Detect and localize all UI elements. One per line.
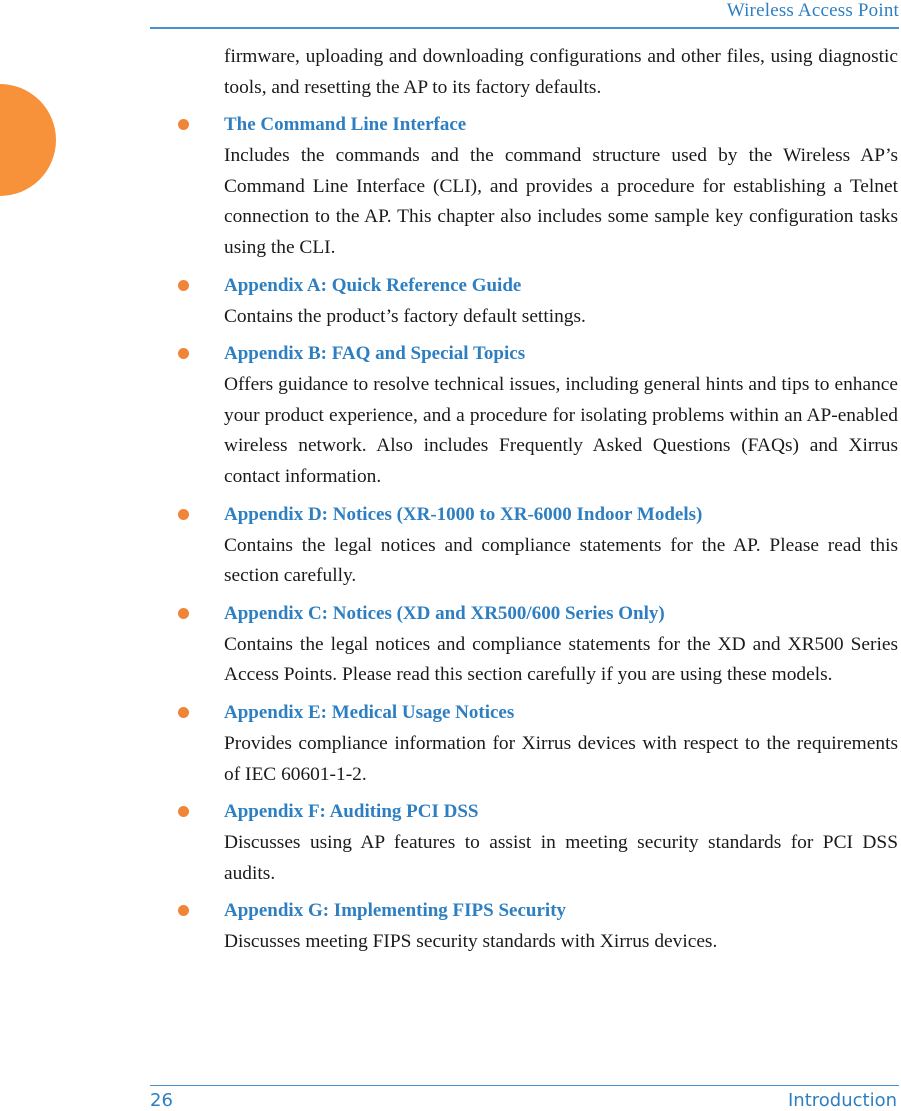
bullet-icon — [178, 348, 189, 359]
header-divider — [150, 27, 899, 29]
page-number: 26 — [150, 1090, 173, 1111]
section-title — [224, 896, 898, 926]
chapter-tab-marker — [0, 84, 56, 196]
footer-section-name: Introduction — [787, 1090, 897, 1111]
bullet-icon — [178, 806, 189, 817]
bullet-icon — [178, 608, 189, 619]
page-body — [224, 42, 898, 965]
section-description: Contains the legal notices and compliance statements for the XD and XR500 Series Access Points. Please read this section carefully if you are using these models. — [224, 633, 898, 686]
section-description: Discusses using AP features to assist in meeting security standards for PCI DSS audits. — [224, 832, 898, 884]
section-description: Includes the commands and the command structure used by the Wireless AP’s Command Line Interface (CLI), and provides a procedure for establishing a Telnet connection to the AP. This chapter also includes some sample key configuration tasks using the CLI. — [224, 145, 898, 258]
section-description: Offers guidance to resolve technical issues, including general hints and tips to enhance your product experience, and a procedure for isolating problems within an AP-enabled wireless network. Also includes Frequently Asked Questions (FAQs) and Xirrus contact information. — [224, 374, 898, 487]
section-title-text: Appendix A: Quick Reference Guide — [224, 274, 522, 296]
section-title-text: Appendix D: Notices (XR-1000 to XR-6000 Indoor Models) — [224, 503, 703, 525]
section-title — [224, 698, 898, 728]
running-header-title: Wireless Access Point — [726, 0, 899, 21]
section-description: Provides compliance information for Xirrus devices with respect to the requirements of IEC 60601-1-2. — [224, 732, 898, 785]
section-title-text: Appendix F: Auditing PCI DSS — [224, 801, 479, 823]
bullet-icon — [178, 509, 189, 520]
bullet-icon — [178, 119, 189, 130]
section-title — [224, 110, 898, 140]
section-item — [224, 896, 898, 958]
section-item — [224, 599, 898, 691]
section-title — [224, 797, 898, 827]
section-item — [224, 271, 898, 333]
section-title-text: Appendix E: Medical Usage Notices — [224, 701, 515, 723]
bullet-icon — [178, 707, 189, 718]
section-description: Contains the product’s factory default settings. — [224, 305, 586, 327]
section-title — [224, 271, 898, 301]
section-title — [224, 339, 898, 369]
section-description: Contains the legal notices and compliance statements for the AP. Please read this section carefully. — [224, 534, 898, 587]
intro-paragraph: firmware, uploading and downloading configurations and other files, using diagnostic tools, and resetting the AP to its factory defaults. — [224, 46, 898, 98]
section-title — [224, 500, 898, 530]
section-item — [224, 339, 898, 492]
section-title-text: Appendix B: FAQ and Special Topics — [224, 343, 526, 365]
section-item — [224, 110, 898, 263]
section-item — [224, 797, 898, 889]
bullet-icon — [178, 905, 189, 916]
section-description: Discusses meeting FIPS security standards with Xirrus devices. — [224, 931, 718, 953]
section-title-text: Appendix C: Notices (XD and XR500/600 Series Only) — [224, 602, 665, 624]
section-title — [224, 599, 898, 629]
section-title-text: The Command Line Interface — [224, 114, 467, 136]
section-item — [224, 500, 898, 592]
bullet-icon — [178, 280, 189, 291]
footer-divider — [150, 1085, 899, 1086]
section-item — [224, 698, 898, 790]
section-title-text: Appendix G: Implementing FIPS Security — [224, 900, 567, 922]
